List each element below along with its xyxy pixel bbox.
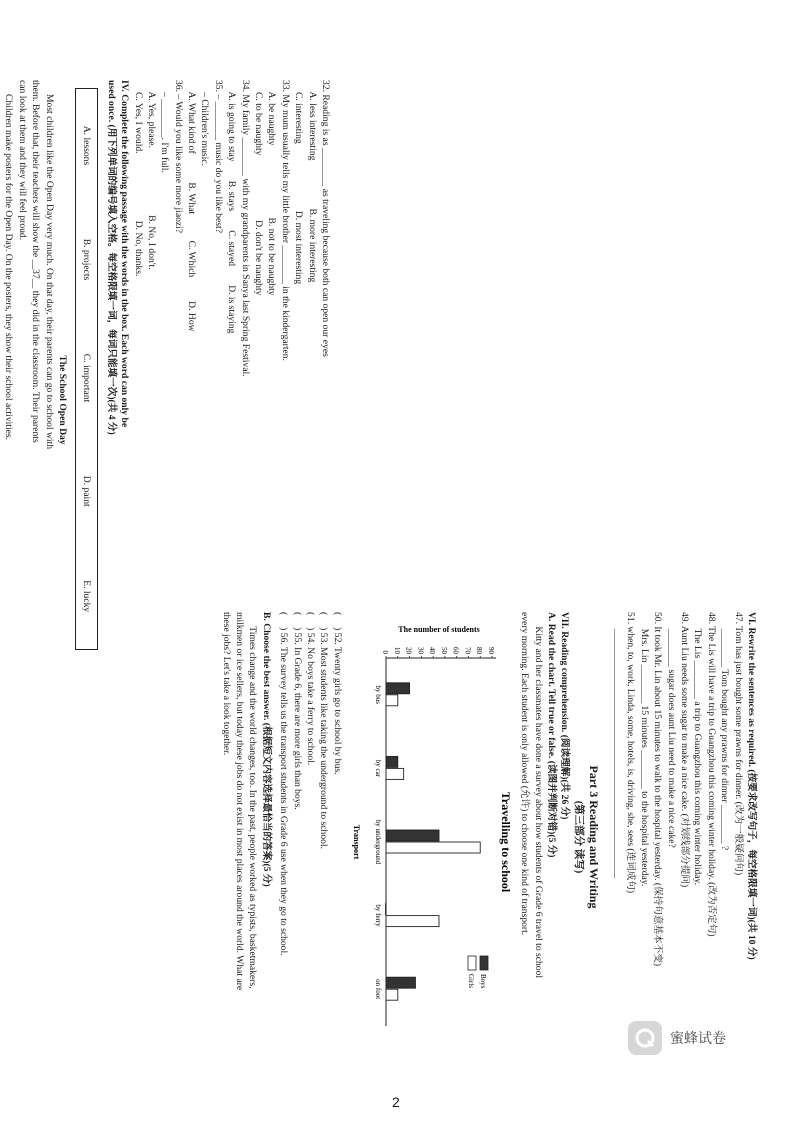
y-axis-label: The number of students bbox=[398, 625, 480, 634]
y-tick-label: 0 bbox=[380, 650, 389, 654]
rewrite-item: The Lis ________ a trip to Guangzhou this coming winter holiday. bbox=[692, 612, 704, 886]
sectionA-line: Kitty and her classmates have done a survey about how students of Grade 6 travel to school bbox=[532, 612, 544, 979]
question-line: 35. – ________ music do you like best? bbox=[212, 80, 224, 233]
legend-swatch bbox=[480, 956, 488, 970]
passage-line: them. Before that, their teachers will show the __37__ they did in the classroom. Their parents bbox=[30, 80, 42, 443]
passage bbox=[0, 80, 56, 720]
sectionA-line: every morning. Each student is only allowed (允许) to choose one kind of transport. bbox=[519, 612, 531, 936]
question-line: C. Yes, I would. D. No, thanks. bbox=[132, 80, 144, 277]
passage-line: can look at them and they will feel proud. bbox=[16, 80, 28, 241]
rewrite-item: ________ sugar does aunt Liu need to make a nice cake? bbox=[665, 612, 677, 848]
question-line: A. less interesting B. more interesting bbox=[306, 80, 318, 283]
bar-girls bbox=[386, 916, 439, 927]
rewrite-item: 48. The Lis will have a trip to Guangzhou this coming winter holiday. (改为否定句) bbox=[705, 612, 717, 937]
tf-question: ( ) 55. In Grade 6, there are more girls than boys. bbox=[291, 612, 303, 810]
rewrite-item: Mrs. Lin ________ 15 minutes ________ to the hospital yesterday. bbox=[638, 612, 650, 887]
x-axis-label: Transport bbox=[351, 824, 361, 860]
y-tick-label: 40 bbox=[427, 647, 436, 654]
section6-title: VI. Rewrite the sentences as required. (按要求改写句子，每空格限填一词)(共 10 分) bbox=[746, 612, 757, 960]
bar-chart bbox=[344, 622, 514, 1042]
logo-icon bbox=[628, 1021, 662, 1055]
right-column bbox=[220, 612, 758, 1062]
question-line: – ________. I'm full. bbox=[159, 80, 171, 173]
brand-logo bbox=[628, 1018, 756, 1058]
bar-boys bbox=[386, 683, 410, 694]
bar-girls bbox=[386, 768, 404, 779]
box-word: D. paint bbox=[81, 475, 93, 507]
x-tick-label: on foot bbox=[373, 979, 382, 1000]
bar-boys bbox=[385, 904, 386, 915]
y-tick-label: 50 bbox=[439, 647, 448, 654]
tf-question: ( ) 56. The survey tells us the transport students in Grade 6 use when they go to school. bbox=[278, 612, 290, 956]
passage-line: Children make posters for the Open Day. On the posters, they show their school activities. bbox=[3, 94, 15, 441]
y-tick-label: 30 bbox=[416, 647, 425, 654]
x-tick-label: by ferry bbox=[373, 904, 382, 927]
true-false-questions bbox=[277, 612, 344, 1062]
bar-girls bbox=[386, 989, 398, 1000]
bar-boys bbox=[386, 977, 415, 988]
question-line: 32. Reading is as ________ as traveling because both can open our eyes bbox=[320, 80, 331, 357]
section4-title-cont: used once. (用下列单词的编号填入空格。每空格限填一词，每词只能填一次)(共 4 分) bbox=[105, 80, 117, 435]
y-tick-label: 90 bbox=[486, 647, 495, 654]
box-word: A. lessons bbox=[81, 125, 93, 166]
section6-items bbox=[611, 612, 745, 1062]
tf-question: ( ) 53. Most students like taking the underground to school. bbox=[318, 612, 330, 849]
x-tick-label: by car bbox=[373, 759, 382, 778]
word-box bbox=[75, 88, 98, 650]
part3-title: Part 3 Reading and Writing bbox=[586, 765, 601, 909]
section4-title: IV. Complete the following passage with the words in the box. Each word can only be bbox=[119, 80, 131, 428]
rewrite-item: ____________________________________________________ bbox=[612, 612, 624, 879]
question-line: 33. My mum usually tells my little brother ________ in the kindergarten. bbox=[279, 80, 291, 361]
passage-line: Most children like the Open Day very much. On that day, their parents can go to school with bbox=[43, 94, 55, 450]
x-tick-label: by bus bbox=[373, 685, 382, 705]
legend-label: Girls bbox=[466, 974, 475, 988]
question-line: A. is going to stay B. stays C. stayed D. is staying bbox=[226, 80, 238, 334]
legend-label: Boys bbox=[478, 974, 487, 989]
question-line: C. interesting D. most interesting bbox=[293, 80, 305, 285]
box-word: C. important bbox=[81, 353, 93, 403]
logo-text: 蜜蜂试卷 bbox=[670, 1031, 726, 1047]
bar-boys bbox=[386, 756, 398, 767]
y-tick-label: 80 bbox=[474, 647, 483, 654]
sectionB-title: B. Choose the best answer. (根据短文内容选择最恰当的答案)(5 分) bbox=[260, 612, 272, 887]
passage-line bbox=[0, 80, 2, 720]
y-tick-label: 70 bbox=[463, 647, 472, 654]
bar-boys bbox=[386, 830, 439, 841]
question-line: 34. My family ________ with my grandparents in Sanya last Spring Festival. bbox=[239, 80, 251, 377]
passage-title: The School Open Day bbox=[56, 355, 68, 445]
sectionB-line: Times change and the world changes, too. In the past, people worked as typists, basketmakers, bbox=[247, 612, 259, 989]
x-tick-label: by underground bbox=[373, 819, 382, 865]
question-line: A. What kind of B. What C. Which D. How bbox=[186, 80, 198, 332]
y-tick-label: 20 bbox=[404, 647, 413, 654]
sectionA-title: A. Read the chart. Tell true or false. (读图并判断对错)(5 分) bbox=[545, 612, 557, 858]
rewrite-item: 47. Tom has just bought some prawns for dinner. (改为一般疑问句) bbox=[732, 612, 744, 876]
rewrite-item: 50. It took Mr. Lin about 15 minutes to walk to the hospital yesterday. (保持句意基本不变) bbox=[652, 612, 664, 967]
tf-question: ( ) 52. Twenty girls go to school by bus. bbox=[331, 612, 343, 775]
legend-swatch bbox=[468, 956, 476, 970]
question-line: C. to be naughty D. don't be naughty bbox=[253, 80, 265, 296]
chart-title: Travelling to school bbox=[498, 791, 513, 893]
sectionA-text bbox=[518, 612, 545, 1062]
tf-question: ( ) 54. No boys take a ferry to school. bbox=[304, 612, 316, 766]
chart-svg bbox=[344, 622, 514, 1042]
section7-title: VII. Reading comprehension. (阅读理解)(共 26 分) bbox=[559, 612, 571, 820]
y-tick-label: 60 bbox=[451, 647, 460, 654]
question-line: A. Yes, please. B. No, I don't. bbox=[145, 80, 157, 270]
sectionB-text bbox=[219, 612, 259, 1062]
bar-girls bbox=[386, 695, 398, 706]
box-word: B. projects bbox=[81, 238, 93, 281]
sectionB-line: these jobs? Let's take a look together. bbox=[220, 612, 232, 756]
part3-subtitle: (第三部分 读写) bbox=[572, 800, 584, 874]
rewrite-item: ________ Tom bought any prawns for dinner ________ ? bbox=[719, 612, 731, 851]
y-tick-label: 10 bbox=[392, 647, 401, 654]
question-line: – Children's music. bbox=[199, 80, 211, 166]
bar-girls bbox=[386, 842, 480, 853]
page-number: 2 bbox=[392, 1094, 400, 1110]
box-word: E. lucky bbox=[81, 580, 93, 613]
sectionB-line: milkmen or ice sellers, but today these jobs do not exist in most places around the world. What are bbox=[234, 612, 245, 991]
question-line: 36. – Would you like some more jiaozi? bbox=[172, 80, 184, 234]
question-line: A. be naughty B. not to be naughty bbox=[266, 80, 278, 296]
rewrite-item: 51. when, to, work, Linda, some, hotels, is, driving, she, sees (连词成句) bbox=[625, 612, 637, 894]
rewrite-item: 49. Aunt Liu needs some sugar to make a nice cake. (对划线部分提问) bbox=[679, 612, 691, 888]
